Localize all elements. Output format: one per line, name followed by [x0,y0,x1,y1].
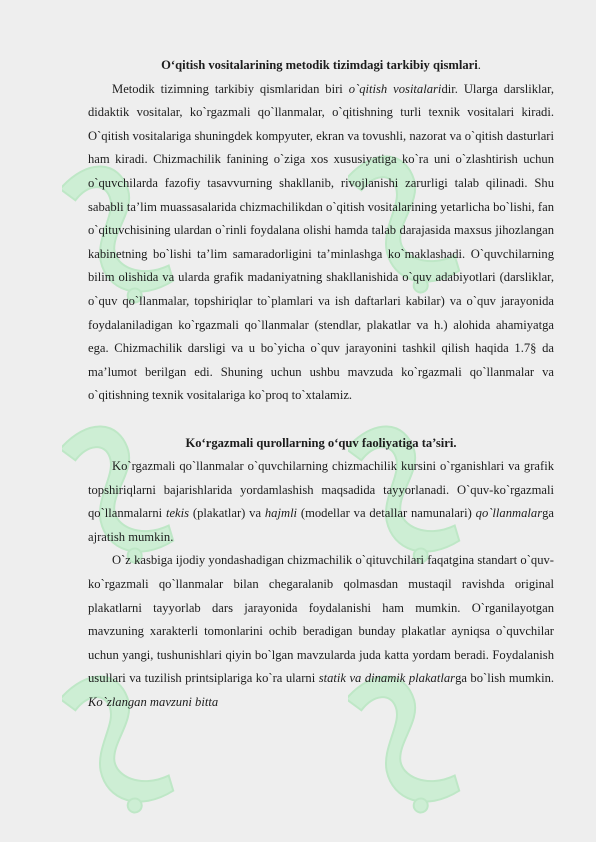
document-body [88,54,554,715]
paragraph-1-text-c: dir. Ularga darsliklar, didaktik vositalar, ko`rgazmali qo`llanmalar, o`qitishning turli texnik vositalari kiradi. O`qitish vositalariga shuningdek kompyuter, ekran va tovushli, nazorat va o`qitish dasturlari ham kiradi. Chizmachilik fanining o`ziga xos xususiyatiga ko`ra uni o`zlashtirish uchun o`quvchilarda fazofiy tasavvurning shakllanib, rivojlanishi zarurligi talab qilinadi. Shu sababli ta’lim muassasalarida chizmachilikdan o`qitish vositalarining yetarlicha bo`lishi, fan o`qituvchisining ulardan o`rinli foydalana olishi hamda talab darajasida maxsus jihozlangan kabinetning bo`lishi ta’lim samaradorligini ta’minlashga ko`maklashadi. O`quvchilarning bilim olishida va ularda grafik madaniyatning shakllanishida o`quv adabiyotlari (darsliklar, o`quv qo`llanmalar, topshiriqlar to`plamlari va ish daftarlari kabilar) va o`quv jarayonida foydalaniladigan ko`rgazmali qo`llanmalar (stendlar, plakatlar va h.) alohida ahamiyatga ega. Chizmachilik darsligi va u bo`yicha o`quv jarayonini tashkil qilish haqida 1.7§ da ma’lumot berilgan edi. Shuning uchun ushbu mavzuda ko`rgazmali qo`llanmalar va o`qitishning texnik vositalariga ko`proq to`xtalamiz. [88,81,554,403]
paragraph-1-text-a: Metodik tizimning tarkibiy qismlaridan biri [112,81,349,96]
subsection-heading: Ko‘rgazmali qurollarning o‘quv faoliyatiga ta’siri. [185,435,457,450]
paragraph-3-text-a: O`z kasbiga ijodiy yondashadigan chizmachilik o`qituvchilari faqatgina standart o`quv-ko`rgazmali qo`llanmalar bilan chegaralanib qolmasdan mustaqil ravishda original plakatlarni tayyorlab dars jarayonida foydalanishi ham mumkin. O`rganilayotgan mavzuning xarakterli tomonlarini ochib beradigan bunday plakatlar ayniqsa o`quvchilar uchun yangi, tushunishlari qiyin bo`lgan mavzularda juda katta yordam beradi. Foydalanish usullari va tuzilish printsiplariga ko`ra ularni [88,553,554,686]
paragraph-2-text-g: ga ajratish mumkin. [88,506,554,544]
paragraph-spacer [88,408,554,432]
paragraph-3-italic-tail: Ko`zlangan mavzuni bitta [88,695,219,710]
paragraph-2 [88,455,554,549]
paragraph-3-text-c: ga bo`lish mumkin. [455,671,555,686]
paragraph-2-text-a: Ko`rgazmali qo`llanmalar o`quvchilarning chizmachilik kursini o`rganishlari va grafik topshiriqlarni bajarishlarida yordamlashish maqsadida tayyorlanadi. O`quv-ko`rgazmali qo`llanmalarni [88,459,554,521]
section-heading [88,54,554,78]
paragraph-2-text-c: (plakatlar) va [189,506,265,521]
section-heading-text: O‘qitish vositalarining metodik tizimdagi tarkibiy qismlari [161,58,478,72]
paragraph-2-italic-hajmli: hajmli [264,506,298,521]
paragraph-3-italic-plakatlar: statik va dinamik plakatlar [318,671,456,686]
paragraph-2-italic-tekis: tekis [165,506,190,521]
paragraph-2-italic-qollanmalar: qo`llanmalar [475,506,543,521]
paragraph-3 [88,549,554,714]
paragraph-2-text-e: (modellar va detallar namunalari) [297,506,476,521]
paragraph-1 [88,78,554,408]
paragraph-1-italic-term: o`qitish vositalari [348,81,442,96]
section-heading-period: . [477,58,481,72]
